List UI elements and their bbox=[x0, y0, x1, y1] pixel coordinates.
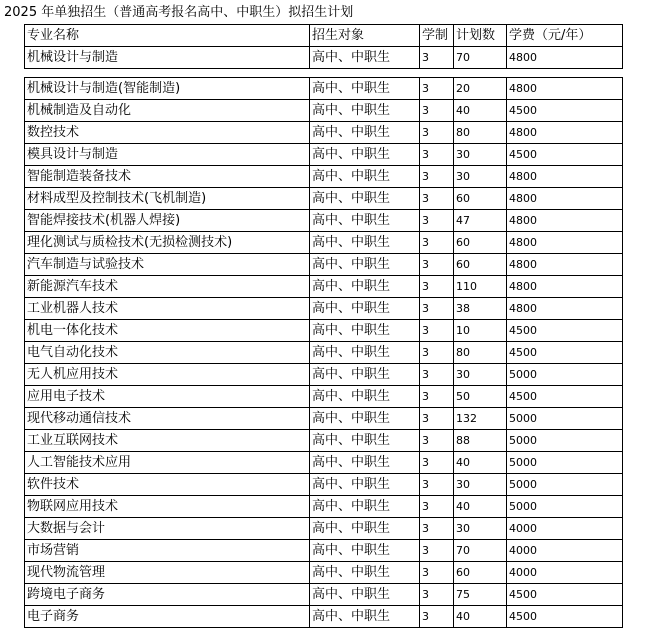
cell-major: 电气自动化技术 bbox=[25, 342, 310, 364]
header-major: 专业名称 bbox=[25, 25, 310, 47]
cell-duration: 3 bbox=[420, 254, 454, 276]
table-row bbox=[25, 298, 623, 320]
cell-tuition: 5000 bbox=[507, 474, 623, 496]
cell-duration: 3 bbox=[420, 474, 454, 496]
header-tuition: 学费（元/年） bbox=[507, 25, 623, 47]
cell-target: 高中、中职生 bbox=[310, 210, 420, 232]
cell-duration: 3 bbox=[420, 122, 454, 144]
cell-major: 新能源汽车技术 bbox=[25, 276, 310, 298]
header-duration: 学制 bbox=[420, 25, 454, 47]
cell-major: 电子商务 bbox=[25, 606, 310, 628]
cell-plan-count: 132 bbox=[454, 408, 507, 430]
table-row bbox=[25, 122, 623, 144]
cell-plan-count: 60 bbox=[454, 232, 507, 254]
cell-target: 高中、中职生 bbox=[310, 144, 420, 166]
cell-plan-count: 30 bbox=[454, 364, 507, 386]
table-row bbox=[25, 320, 623, 342]
table-row bbox=[25, 364, 623, 386]
cell-target: 高中、中职生 bbox=[310, 254, 420, 276]
cell-duration: 3 bbox=[420, 496, 454, 518]
cell-target: 高中、中职生 bbox=[310, 452, 420, 474]
cell-tuition: 4800 bbox=[507, 210, 623, 232]
cell-target: 高中、中职生 bbox=[310, 496, 420, 518]
table-row bbox=[25, 386, 623, 408]
cell-target: 高中、中职生 bbox=[310, 474, 420, 496]
cell-tuition: 4000 bbox=[507, 562, 623, 584]
cell-major: 市场营销 bbox=[25, 540, 310, 562]
cell-plan-count: 60 bbox=[454, 254, 507, 276]
cell-target: 高中、中职生 bbox=[310, 540, 420, 562]
cell-duration: 3 bbox=[420, 386, 454, 408]
table-row bbox=[25, 166, 623, 188]
cell-plan-count: 40 bbox=[454, 100, 507, 122]
table-row bbox=[25, 144, 623, 166]
cell-major: 材料成型及控制技术(飞机制造) bbox=[25, 188, 310, 210]
cell-tuition: 4500 bbox=[507, 342, 623, 364]
cell-tuition: 4500 bbox=[507, 606, 623, 628]
cell-duration: 3 bbox=[420, 364, 454, 386]
table-row bbox=[25, 276, 623, 298]
cell-plan-count: 80 bbox=[454, 122, 507, 144]
cell-tuition: 4500 bbox=[507, 386, 623, 408]
cell-plan-count: 10 bbox=[454, 320, 507, 342]
cell-duration: 3 bbox=[420, 188, 454, 210]
cell-plan-count: 80 bbox=[454, 342, 507, 364]
cell-target: 高中、中职生 bbox=[310, 100, 420, 122]
cell-major: 工业机器人技术 bbox=[25, 298, 310, 320]
cell-target: 高中、中职生 bbox=[310, 342, 420, 364]
cell-duration: 3 bbox=[420, 342, 454, 364]
cell-target: 高中、中职生 bbox=[310, 122, 420, 144]
cell-duration: 3 bbox=[420, 298, 454, 320]
cell-target: 高中、中职生 bbox=[310, 562, 420, 584]
cell-major: 模具设计与制造 bbox=[25, 144, 310, 166]
cell-target: 高中、中职生 bbox=[310, 166, 420, 188]
cell-plan-count: 70 bbox=[454, 47, 507, 69]
cell-duration: 3 bbox=[420, 452, 454, 474]
cell-duration: 3 bbox=[420, 166, 454, 188]
header-target: 招生对象 bbox=[310, 25, 420, 47]
cell-plan-count: 47 bbox=[454, 210, 507, 232]
cell-major: 工业互联网技术 bbox=[25, 430, 310, 452]
cell-duration: 3 bbox=[420, 144, 454, 166]
cell-plan-count: 70 bbox=[454, 540, 507, 562]
cell-plan-count: 30 bbox=[454, 474, 507, 496]
plan-table-body bbox=[25, 78, 623, 628]
cell-plan-count: 50 bbox=[454, 386, 507, 408]
cell-plan-count: 88 bbox=[454, 430, 507, 452]
table-row bbox=[25, 474, 623, 496]
cell-plan-count: 30 bbox=[454, 144, 507, 166]
cell-major: 机械设计与制造(智能制造) bbox=[25, 78, 310, 100]
cell-target: 高中、中职生 bbox=[310, 276, 420, 298]
cell-plan-count: 20 bbox=[454, 78, 507, 100]
cell-major: 数控技术 bbox=[25, 122, 310, 144]
cell-tuition: 4500 bbox=[507, 320, 623, 342]
cell-duration: 3 bbox=[420, 408, 454, 430]
table-row bbox=[25, 188, 623, 210]
cell-major: 现代移动通信技术 bbox=[25, 408, 310, 430]
cell-target: 高中、中职生 bbox=[310, 78, 420, 100]
cell-duration: 3 bbox=[420, 100, 454, 122]
page-title: 2025 年单独招生（普通高考报名高中、中职生）拟招生计划 bbox=[4, 5, 354, 20]
cell-major: 汽车制造与试验技术 bbox=[25, 254, 310, 276]
header-plan-count: 计划数 bbox=[454, 25, 507, 47]
table-row bbox=[25, 342, 623, 364]
cell-major: 机械制造及自动化 bbox=[25, 100, 310, 122]
cell-target: 高中、中职生 bbox=[310, 188, 420, 210]
table-row bbox=[25, 452, 623, 474]
cell-duration: 3 bbox=[420, 584, 454, 606]
cell-tuition: 4800 bbox=[507, 122, 623, 144]
cell-tuition: 4000 bbox=[507, 540, 623, 562]
table-row bbox=[25, 408, 623, 430]
cell-tuition: 5000 bbox=[507, 408, 623, 430]
cell-duration: 3 bbox=[420, 562, 454, 584]
header-table bbox=[24, 24, 623, 69]
cell-plan-count: 40 bbox=[454, 606, 507, 628]
table-row bbox=[25, 47, 623, 69]
cell-tuition: 4800 bbox=[507, 166, 623, 188]
cell-target: 高中、中职生 bbox=[310, 408, 420, 430]
cell-tuition: 4500 bbox=[507, 100, 623, 122]
cell-target: 高中、中职生 bbox=[310, 232, 420, 254]
cell-major: 智能制造装备技术 bbox=[25, 166, 310, 188]
cell-target: 高中、中职生 bbox=[310, 320, 420, 342]
cell-duration: 3 bbox=[420, 320, 454, 342]
cell-tuition: 4800 bbox=[507, 78, 623, 100]
cell-duration: 3 bbox=[420, 78, 454, 100]
cell-duration: 3 bbox=[420, 518, 454, 540]
table-row bbox=[25, 254, 623, 276]
cell-duration: 3 bbox=[420, 606, 454, 628]
cell-duration: 3 bbox=[420, 276, 454, 298]
cell-target: 高中、中职生 bbox=[310, 364, 420, 386]
cell-major: 物联网应用技术 bbox=[25, 496, 310, 518]
cell-duration: 3 bbox=[420, 232, 454, 254]
cell-tuition: 4800 bbox=[507, 254, 623, 276]
cell-plan-count: 110 bbox=[454, 276, 507, 298]
cell-target: 高中、中职生 bbox=[310, 606, 420, 628]
cell-tuition: 5000 bbox=[507, 430, 623, 452]
cell-tuition: 4800 bbox=[507, 47, 623, 69]
cell-major: 现代物流管理 bbox=[25, 562, 310, 584]
cell-tuition: 5000 bbox=[507, 452, 623, 474]
cell-target: 高中、中职生 bbox=[310, 47, 420, 69]
cell-major: 软件技术 bbox=[25, 474, 310, 496]
cell-target: 高中、中职生 bbox=[310, 298, 420, 320]
table-row bbox=[25, 518, 623, 540]
table-row bbox=[25, 78, 623, 100]
cell-plan-count: 60 bbox=[454, 188, 507, 210]
cell-major: 大数据与会计 bbox=[25, 518, 310, 540]
cell-tuition: 4800 bbox=[507, 276, 623, 298]
cell-major: 人工智能技术应用 bbox=[25, 452, 310, 474]
cell-major: 机械设计与制造 bbox=[25, 47, 310, 69]
cell-tuition: 5000 bbox=[507, 496, 623, 518]
plan-table bbox=[24, 77, 623, 628]
cell-plan-count: 75 bbox=[454, 584, 507, 606]
cell-target: 高中、中职生 bbox=[310, 518, 420, 540]
table-row bbox=[25, 584, 623, 606]
cell-target: 高中、中职生 bbox=[310, 584, 420, 606]
cell-duration: 3 bbox=[420, 47, 454, 69]
table-row bbox=[25, 540, 623, 562]
cell-tuition: 5000 bbox=[507, 364, 623, 386]
table-row bbox=[25, 606, 623, 628]
cell-plan-count: 40 bbox=[454, 496, 507, 518]
cell-major: 理化测试与质检技术(无损检测技术) bbox=[25, 232, 310, 254]
cell-duration: 3 bbox=[420, 540, 454, 562]
cell-plan-count: 38 bbox=[454, 298, 507, 320]
header-row bbox=[25, 25, 623, 47]
cell-target: 高中、中职生 bbox=[310, 430, 420, 452]
table-row bbox=[25, 496, 623, 518]
cell-major: 跨境电子商务 bbox=[25, 584, 310, 606]
cell-major: 机电一体化技术 bbox=[25, 320, 310, 342]
cell-tuition: 4800 bbox=[507, 298, 623, 320]
table-row bbox=[25, 562, 623, 584]
cell-major: 无人机应用技术 bbox=[25, 364, 310, 386]
cell-tuition: 4000 bbox=[507, 518, 623, 540]
cell-duration: 3 bbox=[420, 430, 454, 452]
cell-duration: 3 bbox=[420, 210, 454, 232]
cell-major: 智能焊接技术(机器人焊接) bbox=[25, 210, 310, 232]
cell-plan-count: 60 bbox=[454, 562, 507, 584]
table-row bbox=[25, 430, 623, 452]
cell-plan-count: 40 bbox=[454, 452, 507, 474]
cell-target: 高中、中职生 bbox=[310, 386, 420, 408]
table-row bbox=[25, 210, 623, 232]
table-row bbox=[25, 100, 623, 122]
cell-plan-count: 30 bbox=[454, 166, 507, 188]
table-row bbox=[25, 232, 623, 254]
cell-tuition: 4500 bbox=[507, 584, 623, 606]
cell-tuition: 4500 bbox=[507, 144, 623, 166]
cell-tuition: 4800 bbox=[507, 232, 623, 254]
cell-plan-count: 30 bbox=[454, 518, 507, 540]
cell-tuition: 4800 bbox=[507, 188, 623, 210]
cell-major: 应用电子技术 bbox=[25, 386, 310, 408]
